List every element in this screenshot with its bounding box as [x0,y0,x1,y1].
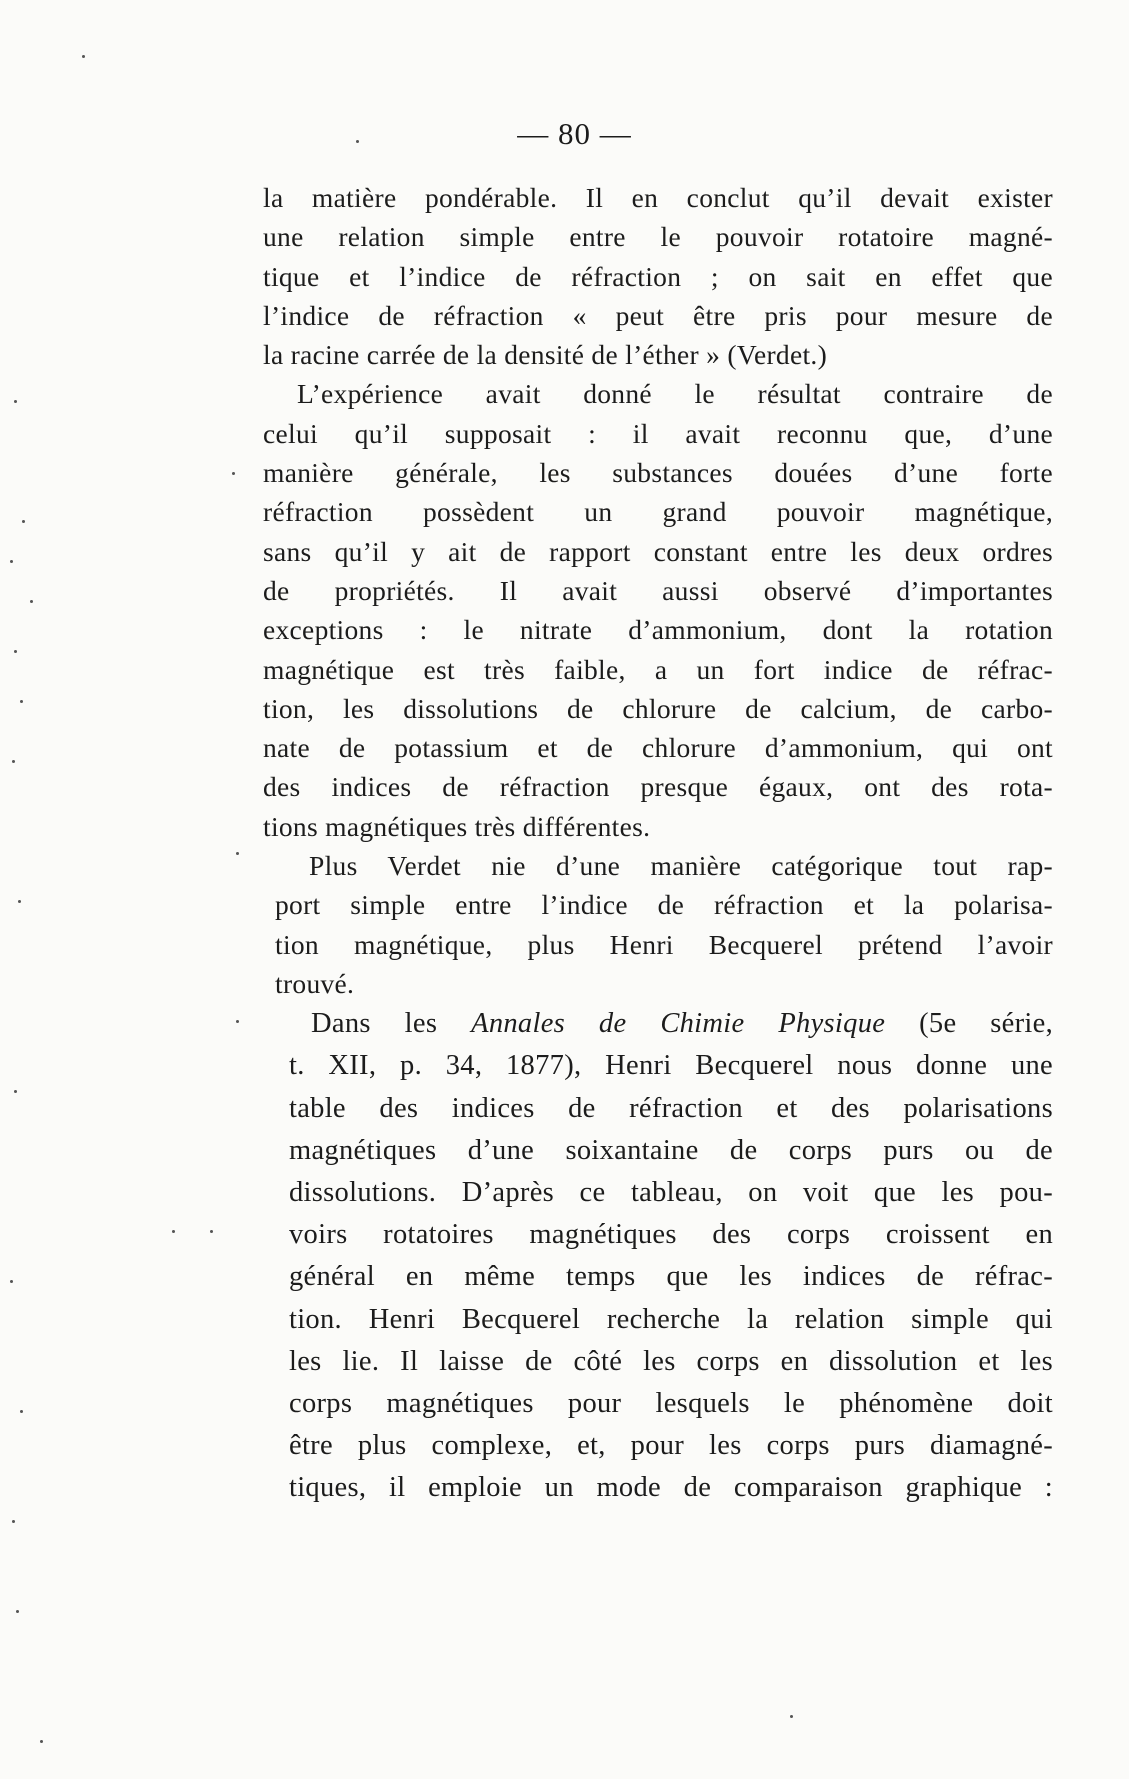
text-line: tion, les dissolutions de chlorure de calcium, de carbo- [263,692,1053,724]
text-line: la racine carrée de la densité de l’éther » (Verdet.) [263,339,828,371]
journal-title: Annales de Chimie Physique [471,1008,886,1040]
text-line: les lie. Il laisse de côté les corps en dissolution et les [289,1345,1053,1377]
text-line: une relation simple entre le pouvoir rotatoire magné- [263,221,1053,253]
text-line: trouvé. [275,967,355,999]
text-line: l’indice de réfraction « peut être pris pour mesure de [263,299,1053,331]
text-line: Dans les Annales de Chimie Physique (5e série, [311,1008,1054,1040]
text-line: port simple entre l’indice de réfraction et la polarisa- [275,889,1053,921]
text-line: tion. Henri Becquerel recherche la relation simple qui [289,1303,1053,1335]
text-line: magnétiques d’une soixantaine de corps purs ou de [289,1134,1053,1166]
text-line: nate de potassium et de chlorure d’ammonium, qui ont [263,732,1053,764]
text-line: réfraction possèdent un grand pouvoir magnétique, [263,496,1053,528]
text-line: L’expérience avait donné le résultat contraire de [297,378,1053,410]
text-line: être plus complexe, et, pour les corps purs diamagné- [289,1430,1053,1462]
text-line: Plus Verdet nie d’une manière catégorique tout rap- [309,850,1053,882]
text-line: exceptions : le nitrate d’ammonium, dont la rotation [263,614,1053,646]
text-line: table des indices de réfraction et des polarisations [289,1092,1053,1124]
text-line: sans qu’il y ait de rapport constant entre les deux ordres [263,535,1053,567]
paragraph-2 [263,374,1053,846]
text-line: voirs rotatoires magnétiques des corps croissent en [289,1219,1053,1251]
text-line: dissolutions. D’après ce tableau, on voit que les pou- [289,1176,1053,1208]
body-text [263,178,1053,1509]
text-line: tions magnétiques très différentes. [263,810,651,842]
text-line: celui qu’il supposait : il avait reconnu que, d’une [263,417,1053,449]
text-line: de propriétés. Il avait aussi observé d’importantes [263,574,1053,606]
text-line: tique et l’indice de réfraction ; on sait en effet que [263,260,1053,292]
text-line: des indices de réfraction presque égaux, ont des rota- [263,771,1053,803]
text-line: manière générale, les substances douées d’une forte [263,457,1053,489]
paragraph-3 [263,846,1053,1003]
text-line: tiques, il emploie un mode de comparaison graphique : [289,1472,1053,1504]
page-number: — 80 — [517,116,632,151]
text-line: tion magnétique, plus Henri Becquerel prétend l’avoir [275,928,1053,960]
text-line: la matière pondérable. Il en conclut qu’il devait exister [263,182,1053,213]
text-line: corps magnétiques pour lesquels le phénomène doit [289,1387,1053,1419]
paragraph-1 [263,178,1053,374]
text-line: t. XII, p. 34, 1877), Henri Becquerel nous donne une [289,1050,1053,1082]
text-line: magnétique est très faible, a un fort indice de réfrac- [263,653,1053,685]
paragraph-4 [263,1003,1053,1509]
text-line: général en même temps que les indices de réfrac- [289,1261,1053,1293]
